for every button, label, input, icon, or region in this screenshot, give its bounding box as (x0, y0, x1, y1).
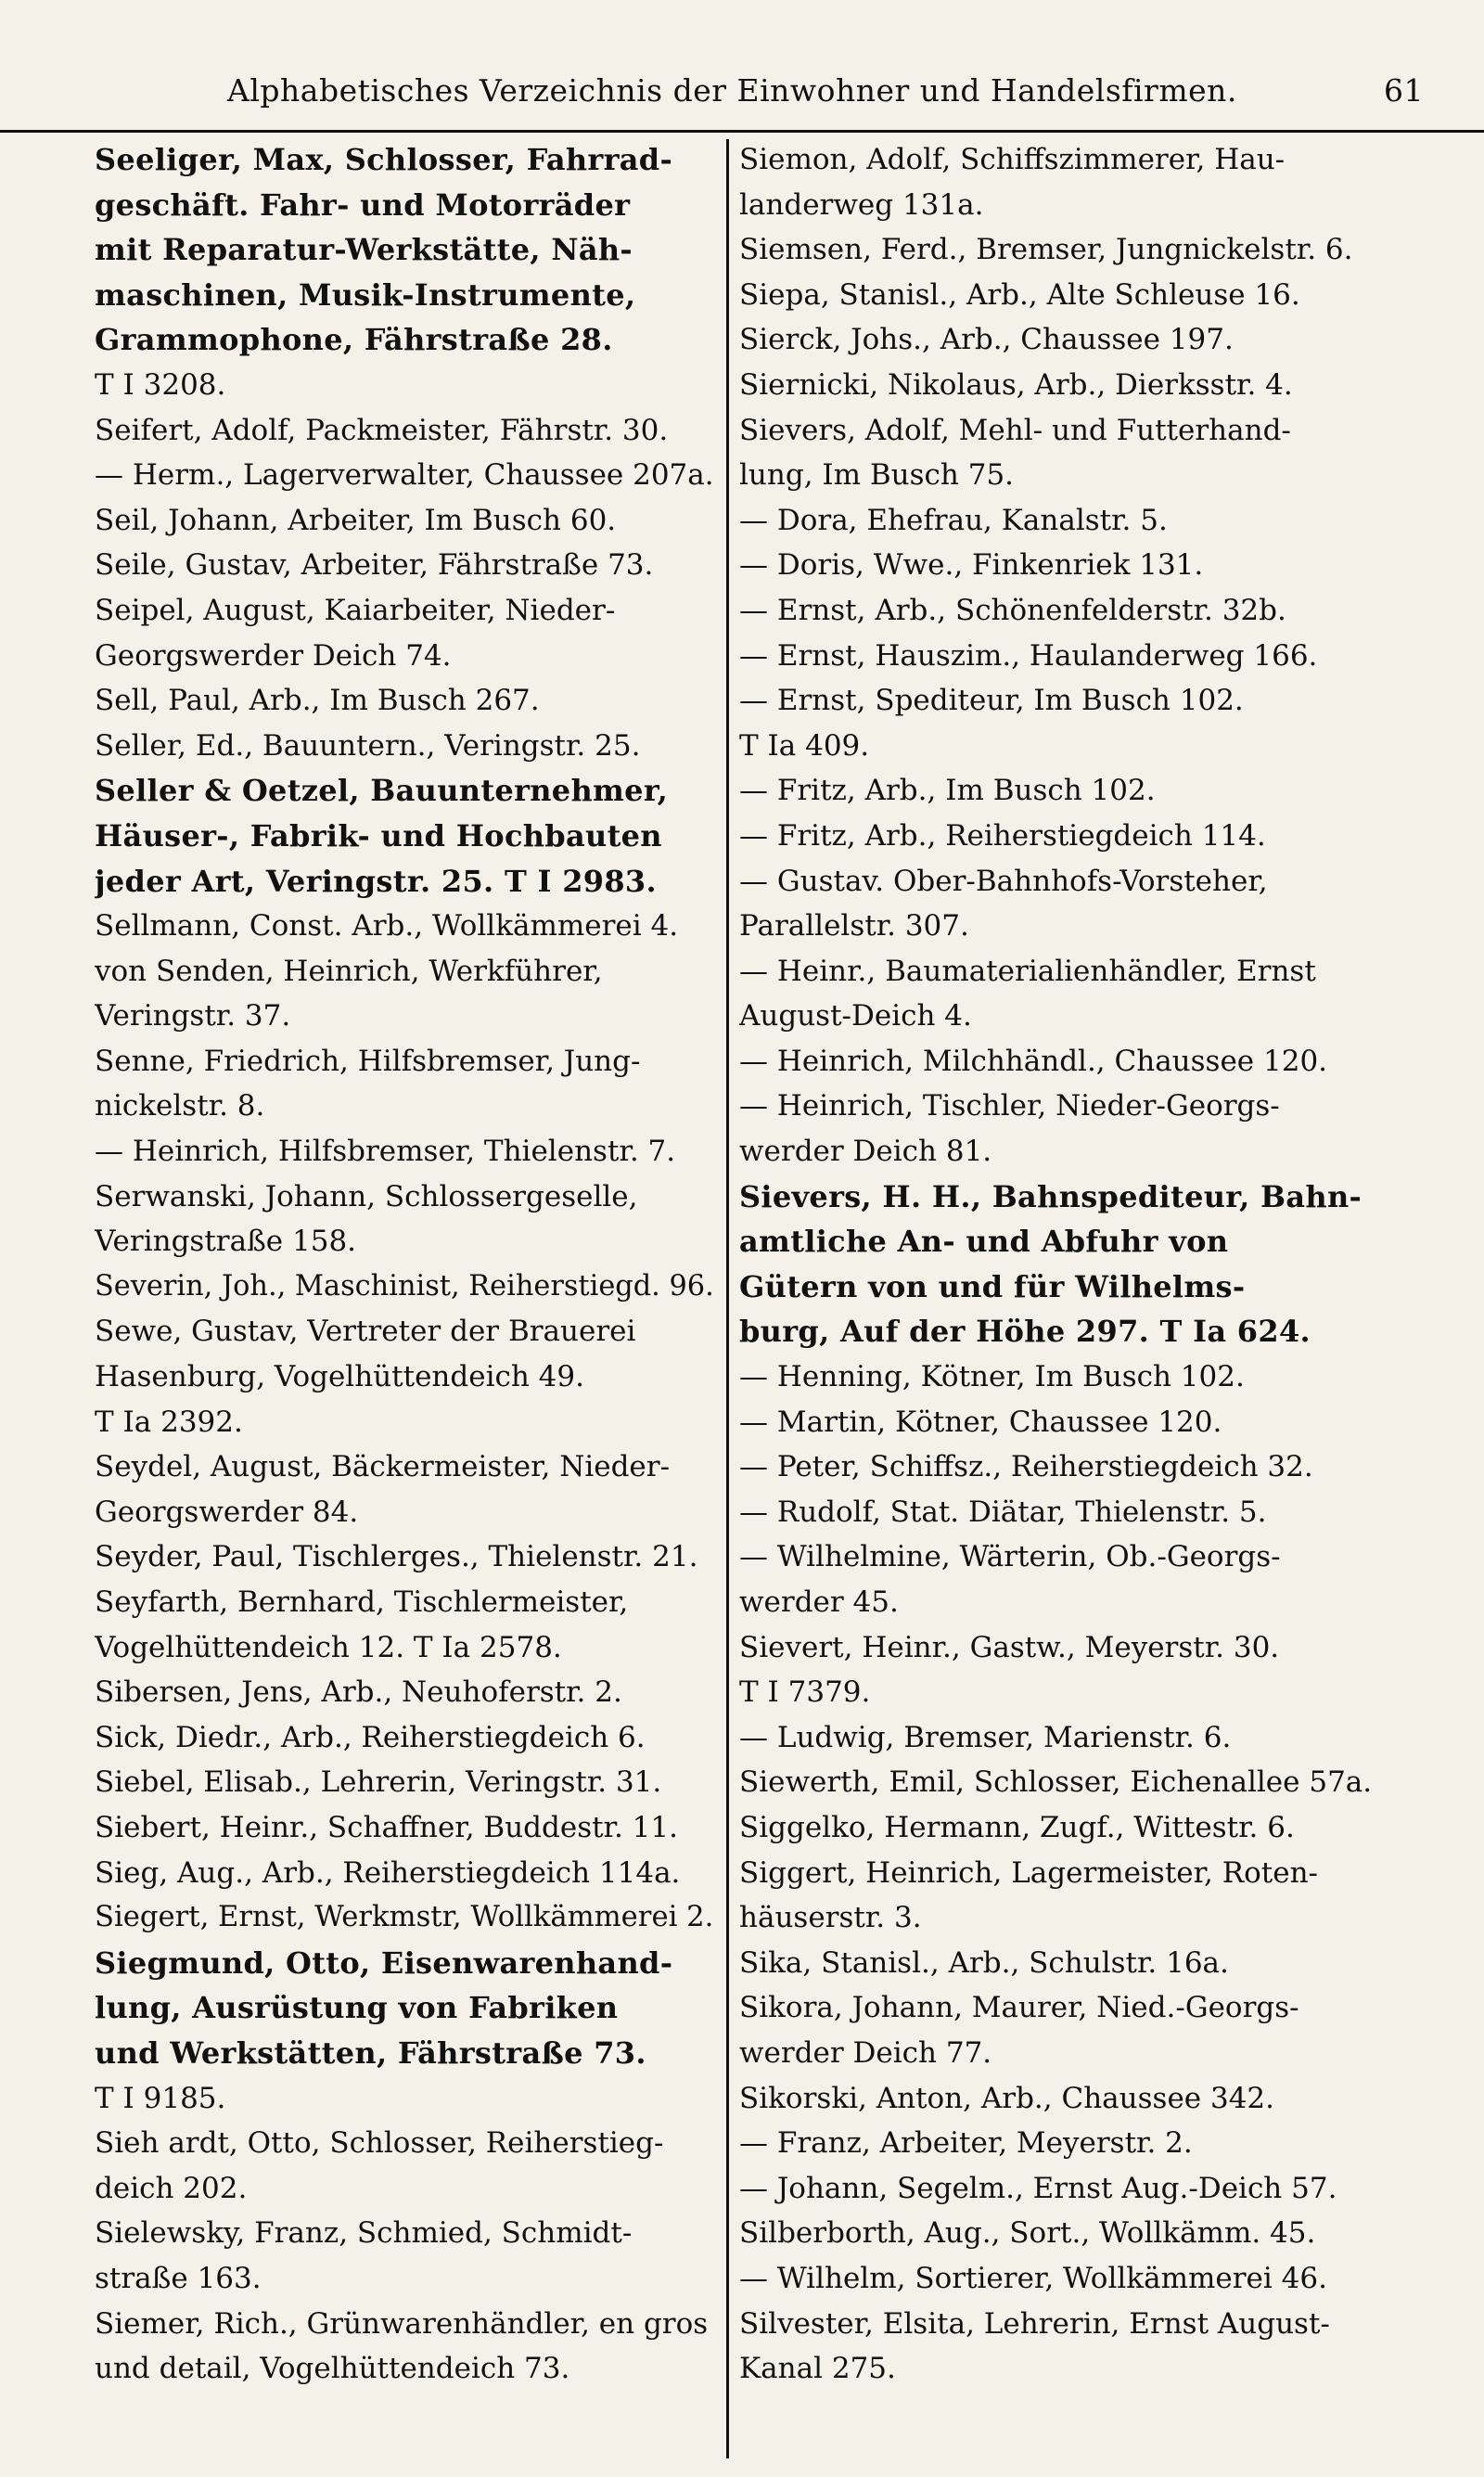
directory-line: Siernicki, Nikolaus, Arb., Dierksstr. 4. (739, 367, 1293, 402)
directory-line: Silvester, Elsita, Lehrerin, Ernst August- (739, 2306, 1330, 2341)
directory-line: deich 202. (95, 2171, 248, 2205)
directory-line: und detail, Vogelhüttendeich 73. (95, 2352, 570, 2386)
directory-line: werder 45. (739, 1585, 899, 1619)
directory-line: Siggert, Heinrich, Lagermeister, Roten- (739, 1855, 1319, 1890)
directory-line: Sick, Diedr., Arb., Reiherstiegdeich 6. (95, 1720, 646, 1754)
directory-line: jeder Art, Veringstr. 25. T I 2983. (95, 863, 657, 899)
page-number: 61 (1384, 72, 1424, 109)
directory-line: Siegert, Ernst, Werkmstr, Wollkämmerei 2. (95, 1901, 714, 1934)
directory-line: Siemer, Rich., Grünwarenhändler, en gros (95, 2306, 709, 2341)
directory-line: Seydel, August, Bäckermeister, Nieder- (95, 1450, 671, 1484)
directory-line: — Doris, Wwe., Finkenriek 131. (739, 548, 1204, 583)
column-divider (726, 139, 729, 2458)
directory-line: Sieh ardt, Otto, Schlosser, Reiherstieg- (95, 2126, 664, 2161)
directory-line: — Heinr., Baumaterialienhändler, Ernst (739, 954, 1316, 988)
directory-line: Kanal 275. (739, 2352, 896, 2386)
directory-line: Georgswerder Deich 74. (95, 638, 452, 673)
directory-line: Sellmann, Const. Arb., Wollkämmerei 4. (95, 909, 679, 943)
directory-line: — Gustav. Ober-Bahnhofs-Vorsteher, (739, 864, 1268, 898)
directory-line: — Ernst, Hauszim., Haulanderweg 166. (739, 638, 1318, 673)
directory-line: Sibersen, Jens, Arb., Neuhoferstr. 2. (95, 1675, 622, 1710)
directory-line: werder Deich 77. (739, 2035, 992, 2070)
directory-line: Vogelhüttendeich 12. T Ia 2578. (95, 1630, 562, 1664)
directory-line: Siggelko, Hermann, Zugf., Wittestr. 6. (739, 1810, 1295, 1844)
directory-line: — Ernst, Arb., Schönenfelderstr. 32b. (739, 593, 1286, 627)
page-header (209, 72, 1424, 121)
directory-line: Sierck, Johs., Arb., Chaussee 197. (739, 323, 1234, 357)
directory-line: Veringstr. 37. (95, 999, 291, 1033)
directory-line: — Fritz, Arb., Reiherstiegdeich 114. (739, 818, 1266, 853)
directory-line: Parallelstr. 307. (739, 909, 969, 943)
directory-line: häuserstr. 3. (739, 1901, 922, 1935)
directory-line: Seil, Johann, Arbeiter, Im Busch 60. (95, 503, 617, 537)
directory-line: — Franz, Arbeiter, Meyerstr. 2. (739, 2126, 1193, 2161)
directory-line: Siepa, Stanisl., Arb., Alte Schleuse 16. (739, 277, 1300, 312)
directory-line: Seeliger, Max, Schlosser, Fahrrad- (95, 142, 673, 177)
directory-line: — Wilhelm, Sortierer, Wollkämmerei 46. (739, 2261, 1327, 2295)
right-column (739, 137, 1430, 2392)
directory-line: landerweg 131a. (739, 187, 984, 222)
directory-line: von Senden, Heinrich, Werkführer, (95, 954, 603, 988)
directory-line: — Ludwig, Bremser, Marienstr. 6. (739, 1720, 1232, 1754)
directory-line: Sievers, H. H., Bahnspediteur, Bahn- (739, 1178, 1362, 1214)
directory-line: Siebert, Heinr., Schaffner, Buddestr. 11. (95, 1810, 678, 1844)
directory-line: Sikorski, Anton, Arb., Chaussee 342. (739, 2081, 1275, 2115)
directory-line: Sewe, Gustav, Vertreter der Brauerei (95, 1315, 636, 1349)
directory-line: Siegmund, Otto, Eisenwarenhand- (95, 1944, 673, 1981)
directory-line: Seile, Gustav, Arbeiter, Fährstraße 73. (95, 548, 654, 583)
directory-line: mit Reparatur-Werkstätte, Näh- (95, 232, 633, 268)
directory-line: Sievert, Heinr., Gastw., Meyerstr. 30. (739, 1630, 1280, 1664)
directory-line: Seller & Oetzel, Bauunternehmer, (95, 773, 669, 809)
directory-line: Sievers, Adolf, Mehl- und Futterhand- (739, 413, 1291, 447)
directory-line: T I 3208. (95, 367, 226, 402)
directory-line: — Ernst, Spediteur, Im Busch 102. (739, 684, 1244, 718)
directory-line: Veringstraße 158. (95, 1225, 357, 1259)
directory-line: Sika, Stanisl., Arb., Schulstr. 16a. (739, 1945, 1229, 1980)
directory-line: — Rudolf, Stat. Diätar, Thielenstr. 5. (739, 1495, 1267, 1529)
directory-line: Sielewsky, Franz, Schmied, Schmidt- (95, 2216, 633, 2251)
directory-line: — Johann, Segelm., Ernst Aug.-Deich 57. (739, 2171, 1337, 2205)
directory-line: Serwanski, Johann, Schlossergeselle, (95, 1179, 638, 1213)
directory-line: — Wilhelmine, Wärterin, Ob.-Georgs- (739, 1540, 1281, 1574)
directory-line: nickelstr. 8. (95, 1089, 265, 1123)
directory-line: T Ia 2392. (95, 1405, 243, 1439)
directory-line: Georgswerder 84. (95, 1495, 359, 1529)
header-rule (0, 130, 1484, 133)
directory-line: Siewerth, Emil, Schlosser, Eichenallee 57a. (739, 1765, 1373, 1800)
left-column (95, 137, 721, 2392)
directory-line: straße 163. (95, 2261, 262, 2295)
directory-line: Sikora, Johann, Maurer, Nied.-Georgs- (739, 1991, 1299, 2025)
directory-line: maschinen, Musik-Instrumente, (95, 276, 636, 313)
directory-line: Sieg, Aug., Arb., Reiherstiegdeich 114a. (95, 1855, 681, 1890)
directory-line: werder Deich 81. (739, 1135, 992, 1169)
directory-line: Seyder, Paul, Tischlerges., Thielenstr. 21. (95, 1540, 698, 1574)
directory-line: Senne, Friedrich, Hilfsbremser, Jung- (95, 1044, 641, 1078)
directory-line: Severin, Joh., Maschinist, Reiherstiegd. 96. (95, 1269, 714, 1303)
directory-line: August-Deich 4. (739, 999, 972, 1033)
directory-line: burg, Auf der Höhe 297. T Ia 624. (739, 1314, 1311, 1350)
directory-line: geschäft. Fahr- und Motorräder (95, 186, 631, 223)
directory-line: lung, Im Busch 75. (739, 458, 1015, 493)
directory-line: — Herm., Lagerverwalter, Chaussee 207a. (95, 458, 714, 493)
directory-line: Siemsen, Ferd., Bremser, Jungnickelstr. 6. (739, 233, 1353, 267)
directory-line: — Heinrich, Hilfsbremser, Thielenstr. 7. (95, 1135, 676, 1169)
directory-line: Siebel, Elisab., Lehrerin, Veringstr. 31. (95, 1765, 662, 1800)
directory-line: Seifert, Adolf, Packmeister, Fährstr. 30. (95, 413, 669, 447)
directory-line: T Ia 409. (739, 728, 870, 763)
directory-line: — Henning, Kötner, Im Busch 102. (739, 1360, 1245, 1394)
directory-line: Seipel, August, Kaiarbeiter, Nieder- (95, 593, 616, 627)
directory-line: — Dora, Ehefrau, Kanalstr. 5. (739, 503, 1168, 537)
directory-line: — Fritz, Arb., Im Busch 102. (739, 774, 1156, 808)
directory-line: T I 7379. (739, 1675, 871, 1710)
directory-line: lung, Ausrüstung von Fabriken (95, 1990, 619, 2026)
directory-line: — Heinrich, Milchhändl., Chaussee 120. (739, 1044, 1328, 1078)
directory-line: Gütern von und für Wilhelms- (739, 1268, 1246, 1304)
directory-line: Häuser-, Fabrik- und Hochbauten (95, 817, 662, 853)
directory-line: Hasenburg, Vogelhüttendeich 49. (95, 1360, 584, 1394)
directory-line: Grammophone, Fährstraße 28. (95, 322, 613, 358)
header-title: Alphabetisches Verzeichnis der Einwohner und Handelsfirmen. (227, 72, 1237, 109)
directory-line: Sell, Paul, Arb., Im Busch 267. (95, 684, 540, 718)
directory-line: Siemon, Adolf, Schiffszimmerer, Hau- (739, 143, 1286, 176)
directory-line: — Heinrich, Tischler, Nieder-Georgs- (739, 1089, 1280, 1123)
directory-line: und Werkstätten, Fährstraße 73. (95, 2034, 646, 2071)
directory-line: — Peter, Schiffsz., Reiherstiegdeich 32. (739, 1450, 1313, 1484)
directory-line: Seller, Ed., Bauuntern., Veringstr. 25. (95, 728, 641, 763)
directory-line: amtliche An- und Abfuhr von (739, 1224, 1229, 1260)
directory-line: — Martin, Kötner, Chaussee 120. (739, 1405, 1222, 1439)
directory-line: Silberborth, Aug., Sort., Wollkämm. 45. (739, 2216, 1316, 2251)
directory-line: T I 9185. (95, 2081, 226, 2115)
directory-line: Seyfarth, Bernhard, Tischlermeister, (95, 1585, 629, 1619)
